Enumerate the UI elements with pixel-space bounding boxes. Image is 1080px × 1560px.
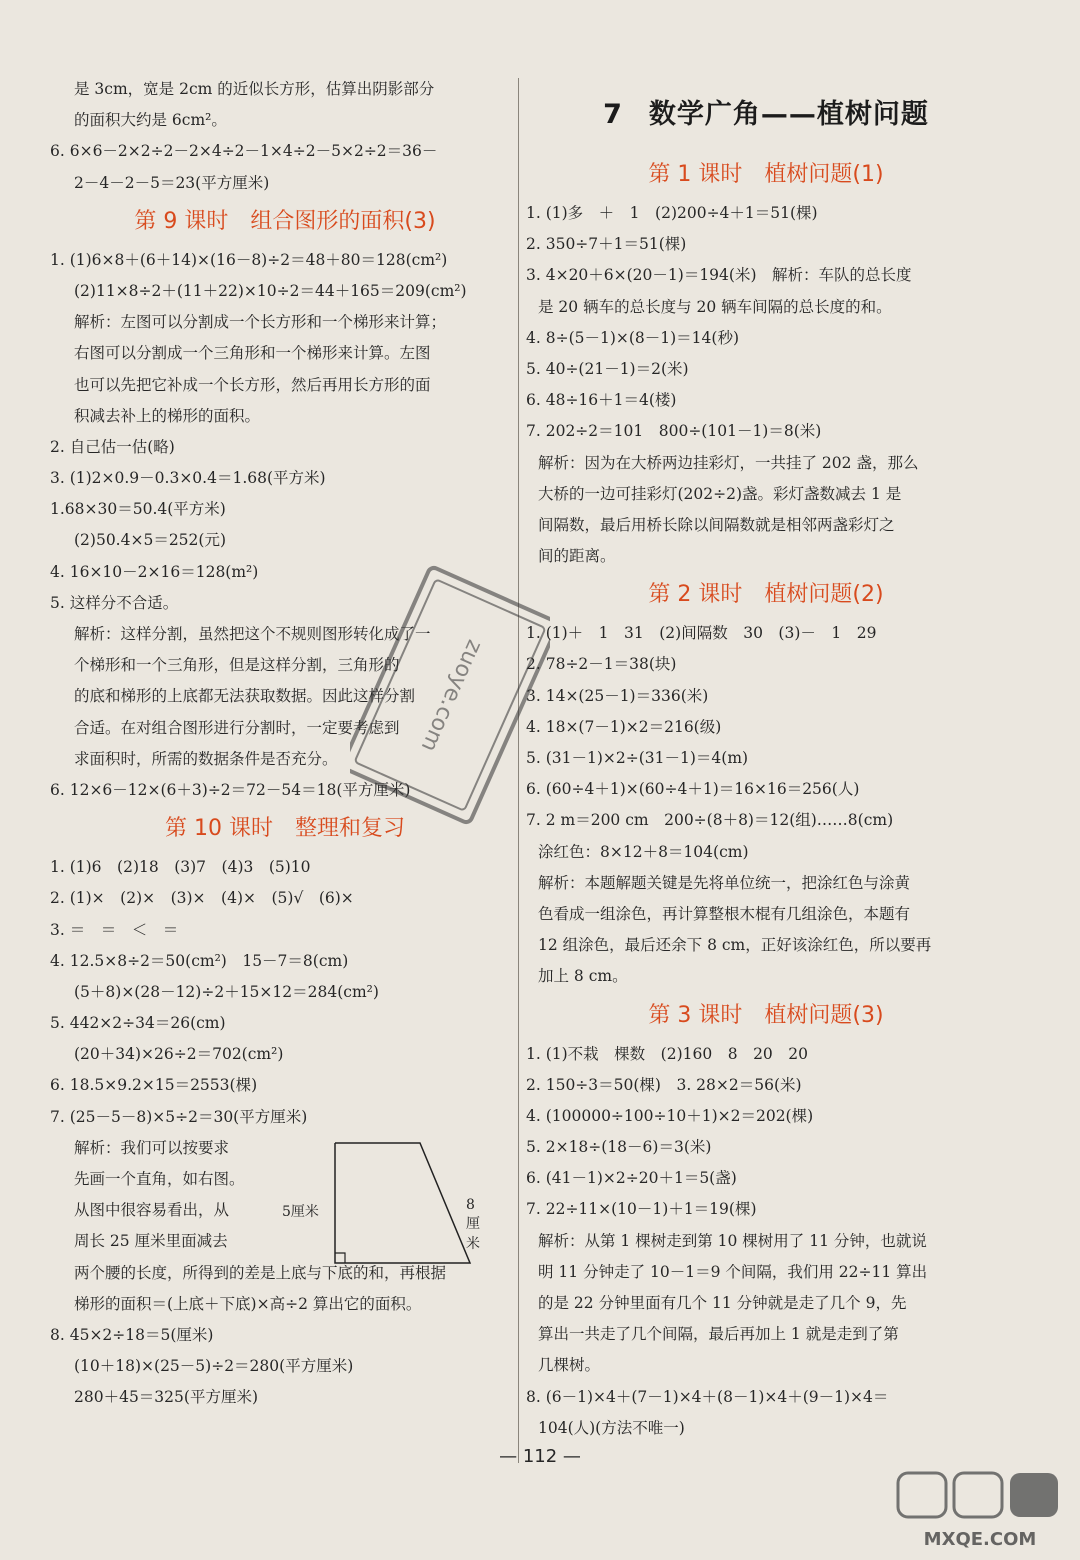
answer-line: 6. (60÷4＋1)×(60÷4＋1)＝16×16＝256(人): [526, 780, 860, 799]
answer-line: 2. 150÷3＝50(棵) 3. 28×2＝56(米): [526, 1075, 802, 1094]
answer-line: 算出一共走了几个间隔，最后再加上 1 就是走到了第: [538, 1325, 899, 1344]
lesson-10-answers: [50, 852, 520, 1413]
answer-line: 的面积大约是 6cm²。: [74, 111, 227, 130]
answer-line: 也可以先把它补成一个长方形，然后再用长方形的面: [74, 375, 431, 394]
answer-line: 的是 22 分钟里面有几个 11 分钟就是走了几个 9，先: [538, 1294, 907, 1312]
answer-line: 8. 45×2÷18＝5(厘米): [50, 1325, 214, 1344]
answer-line: 5. 2×18÷(18－6)＝3(米): [526, 1138, 712, 1157]
answer-line: 色看成一组涂色，再计算整根木棍有几组涂色，本题有: [538, 904, 911, 923]
answer-line: 1.68×30＝50.4(平方米): [50, 500, 226, 519]
answer-line: 2－4－2－5＝23(平方厘米): [74, 173, 270, 192]
answer-line: 6. 12×6－12×(6＋3)÷2＝72－54＝18(平方厘米): [50, 780, 411, 799]
right-trapezoid-figure: [280, 1135, 480, 1285]
lesson-9-title: 第 9 课时 组合图形的面积(3): [134, 208, 436, 234]
answer-line: 5. 这样分不合适。: [50, 593, 179, 612]
chapter-title: 数学广角——植树问题: [648, 99, 929, 130]
lesson-10-title: 第 10 课时 整理和复习: [165, 816, 405, 842]
answer-line: 2. 350÷7＋1＝51(棵): [526, 235, 687, 254]
answer-line: 间隔数，最后用桥长除以间隔数就是相邻两盏彩灯之: [538, 515, 895, 534]
stamp-watermark-icon: [350, 565, 550, 825]
answer-line: 合适。在对组合图形进行分割时，一定要考虑到: [74, 718, 400, 737]
answer-line: 解析：左图可以分割成一个长方形和一个梯形来计算；: [74, 313, 447, 332]
answer-line: 104(人)(方法不唯一): [538, 1418, 685, 1437]
answer-line: 右图可以分割成一个三角形和一个梯形来计算。左图: [74, 344, 431, 363]
answer-line: 3. ＝ ＝ ＜ ＝: [50, 920, 179, 939]
lesson-1-answers: [526, 198, 1006, 572]
answer-line: 3. 4×20＋6×(20－1)＝194(米) 解析：车队的总长度: [526, 266, 912, 285]
answer-line: (2)11×8÷2＋(11＋22)×10÷2＝44＋165＝209(cm²): [74, 281, 467, 300]
answer-line: 明 11 分钟走了 10－1＝9 个间隔，我们用 22÷11 算出: [538, 1262, 928, 1281]
answer-line: 间的距离。: [538, 547, 616, 566]
answer-line: 积减去补上的梯形的面积。: [74, 406, 261, 425]
answer-line: 2. 78÷2－1＝38(块): [526, 655, 677, 674]
answer-line: 1. (1)不栽 棵数 (2)160 8 20 20: [526, 1044, 809, 1063]
answer-line: 1. (1)6×8＋(6＋14)×(16－8)÷2＝48＋80＝128(cm²): [50, 250, 448, 269]
answer-line: 6. (41－1)×2÷20＋1＝5(盏): [526, 1169, 737, 1188]
answer-line: (5＋8)×(28－12)÷2＋15×12＝284(cm²): [74, 982, 379, 1001]
answer-line: 解析：这样分割，虽然把这个不规则图形转化成了一: [74, 625, 431, 643]
answer-line: 几棵树。: [538, 1356, 601, 1375]
answer-line: 周长 25 厘米里面减去: [74, 1232, 228, 1251]
page-number: — 112 —: [499, 1446, 581, 1467]
answer-line: 的底和梯形的上底都无法获取数据。因此这样分割: [74, 687, 416, 706]
answer-line: 2. (1)× (2)× (3)× (4)× (5)√ (6)×: [50, 889, 354, 908]
left-intro-block: [50, 74, 520, 199]
lesson-3-title: 第 3 课时 植树问题(3): [648, 1002, 884, 1028]
answer-line: 12 组涂色，最后还余下 8 cm，正好该涂红色，所以要再: [538, 936, 932, 955]
answer-line: 从图中很容易看出，从: [74, 1201, 230, 1220]
answer-line: 1. (1)6 (2)18 (3)7 (4)3 (5)10: [50, 858, 311, 877]
answer-line: 解析：我们可以按要求: [74, 1138, 230, 1157]
answer-line: 8. (6－1)×4＋(7－1)×4＋(8－1)×4＋(9－1)×4＝: [526, 1387, 889, 1406]
answer-line: 求面积时，所需的数据条件是否充分。: [74, 749, 338, 768]
answer-line: 加上 8 cm。: [538, 967, 628, 986]
answer-line: 7. 22÷11×(10－1)＋1＝19(棵): [526, 1200, 757, 1219]
answer-line: 先画一个直角，如右图。: [74, 1170, 245, 1188]
answer-line: 6. 18.5×9.2×15＝2553(棵): [50, 1076, 258, 1095]
answer-line: 是 3cm，宽是 2cm 的近似长方形，估算出阴影部分: [74, 80, 435, 98]
answer-line: 6. 48÷16＋1＝4(楼): [526, 391, 677, 410]
figure-label-leg: 8厘米: [466, 1197, 480, 1252]
answer-line: 解析：因为在大桥两边挂彩灯，一共挂了 202 盏，那么: [538, 453, 919, 472]
svg-text:zuoye.com: zuoye.com: [415, 635, 488, 756]
answer-line: (20＋34)×26÷2＝702(cm²): [74, 1045, 284, 1064]
lesson-1-title: 第 1 课时 植树问题(1): [648, 162, 884, 187]
answer-line: 4. 18×(7－1)×2＝216(级): [526, 717, 722, 736]
answer-line: 5. (31－1)×2÷(31－1)＝4(m): [526, 749, 749, 767]
answer-line: 3. (1)2×0.9－0.3×0.4＝1.68(平方米): [50, 469, 326, 488]
answer-line: (10＋18)×(25－5)÷2＝280(平方厘米): [74, 1357, 354, 1376]
lesson-3-answers: [526, 1039, 1006, 1444]
answer-line: 5. 40÷(21－1)＝2(米): [526, 359, 689, 378]
answer-line: 1. (1)多 ＋ 1 (2)200÷4＋1＝51(棵): [526, 204, 818, 222]
answer-line: 4. 16×10－2×16＝128(m²): [50, 562, 259, 581]
site-logo-icon: [890, 1465, 1070, 1555]
answer-line: 解析：本题解题关键是先将单位统一，把涂红色与涂黄: [538, 873, 911, 892]
answer-line: 5. 442×2÷34＝26(cm): [50, 1014, 226, 1033]
answer-line: 解析：从第 1 棵树走到第 10 棵树用了 11 分钟，也就说: [538, 1231, 927, 1250]
answer-line: 4. 8÷(5－1)×(8－1)＝14(秒): [526, 328, 740, 347]
answer-line: 3. 14×(25－1)＝336(米): [526, 686, 709, 705]
svg-text:MXQE.COM: MXQE.COM: [923, 1529, 1037, 1550]
answer-line: (2)50.4×5＝252(元): [74, 531, 226, 550]
right-column: [526, 78, 1006, 1444]
answer-line: 1. (1)＋ 1 31 (2)间隔数 30 (3)－ 1 29: [526, 624, 877, 643]
answer-line: 4. 12.5×8÷2＝50(cm²) 15－7＝8(cm): [50, 951, 349, 970]
figure-label-height: 5厘米: [282, 1204, 319, 1220]
answer-line: 个梯形和一个三角形，但是这样分割，三角形的: [74, 656, 400, 675]
chapter-heading: [526, 78, 1006, 152]
lesson-2-title: 第 2 课时 植树问题(2): [648, 582, 884, 608]
answer-line: 7. 2 m＝200 cm 200÷(8＋8)＝12(组)……8(cm): [526, 811, 894, 830]
answer-line: 4. (100000÷100÷10＋1)×2＝202(棵): [526, 1106, 814, 1125]
lesson-2-answers: [526, 618, 1006, 992]
answer-line: 7. (25－5－8)×5÷2＝30(平方厘米): [50, 1107, 308, 1126]
answer-line: 梯形的面积＝(上底＋下底)×高÷2 算出它的面积。: [74, 1294, 422, 1313]
answer-line: 280＋45＝325(平方厘米): [74, 1388, 258, 1407]
answer-line: 7. 202÷2＝101 800÷(101－1)＝8(米): [526, 422, 822, 441]
answer-line: 涂红色：8×12＋8＝104(cm): [538, 842, 749, 861]
answer-line: 2. 自己估一估(略): [50, 437, 175, 456]
answer-line: 两个腰的长度，所得到的差是上底与下底的和，再根据: [74, 1263, 447, 1282]
answer-line: 6. 6×6－2×2÷2－2×4÷2－1×4÷2－5×2÷2＝36－: [50, 142, 438, 161]
answer-line: 大桥的一边可挂彩灯(202÷2)盏。彩灯盏数减去 1 是: [538, 484, 902, 503]
chapter-number: 7: [603, 99, 623, 130]
answer-line: 是 20 辆车的总长度与 20 辆车间隔的总长度的和。: [538, 297, 892, 316]
